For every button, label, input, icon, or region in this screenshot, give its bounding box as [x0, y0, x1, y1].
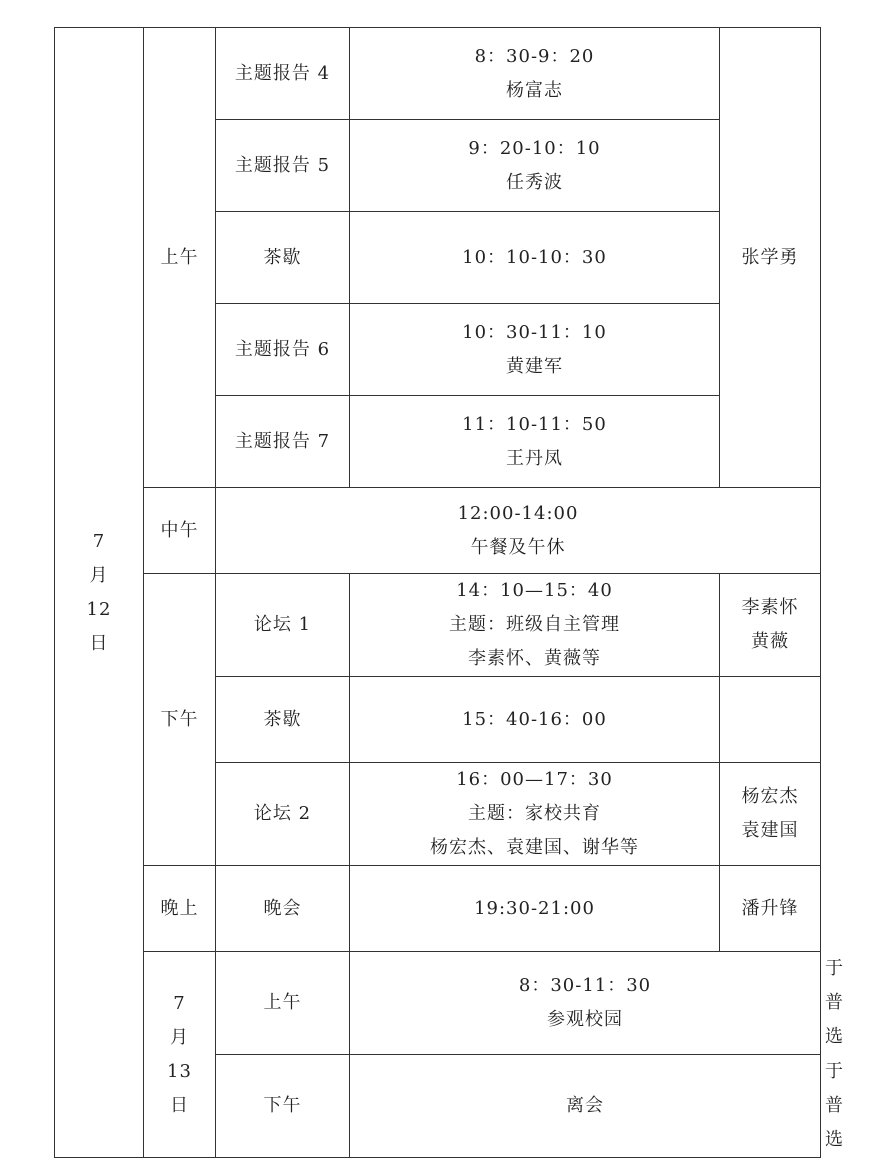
- date-line: 日: [170, 1094, 189, 1116]
- speaker-text: 任秀波: [506, 171, 563, 193]
- activity-text: 参观校园: [547, 1009, 623, 1030]
- time-text: 11：10-11：50: [462, 413, 607, 435]
- table-row: [55, 28, 821, 120]
- chair-cell: [720, 574, 821, 677]
- date-line: 7: [92, 530, 106, 552]
- chair-cell: 潘升锋: [720, 866, 821, 952]
- table-row: [55, 488, 821, 574]
- time-cell: [350, 763, 720, 866]
- period-cell-morning: 上午: [216, 952, 350, 1055]
- date-line: 13: [167, 1060, 192, 1082]
- chair-name: 黄薇: [751, 631, 789, 652]
- time-cell: [350, 396, 720, 488]
- speaker-text: 杨富志: [506, 79, 563, 101]
- time-text: 14：10—15：40: [456, 580, 613, 601]
- time-text: 9：20-10：10: [468, 137, 601, 159]
- schedule-table: [54, 27, 844, 1158]
- time-text: 8：30-9：20: [474, 45, 595, 67]
- chair-cell-morning: 张学勇: [720, 28, 821, 488]
- item-cell: 论坛 2: [216, 763, 350, 866]
- time-cell: [350, 677, 720, 763]
- time-cell: [350, 28, 720, 120]
- item-cell: 主题报告 6: [216, 304, 350, 396]
- item-cell: 茶歇: [216, 677, 350, 763]
- table-row: 下午 离会 于普选: [55, 1055, 821, 1158]
- activity-cell: 离会: [350, 1055, 821, 1158]
- period-cell-afternoon: 下午: [216, 1055, 350, 1158]
- speaker-text: 王丹凤: [506, 447, 563, 469]
- time-text: 16：00—17：30: [456, 769, 613, 790]
- date-line: 月: [89, 564, 109, 586]
- table-row: [55, 866, 821, 952]
- time-cell: [350, 304, 720, 396]
- date-line: 12: [86, 598, 112, 620]
- time-cell: [350, 574, 720, 677]
- item-cell: 主题报告 7: [216, 396, 350, 488]
- item-cell: 茶歇: [216, 212, 350, 304]
- chair-cell: [720, 763, 821, 866]
- time-text: 15：40-16：00: [462, 708, 607, 730]
- time-cell: 19:30-21:00: [350, 866, 720, 952]
- period-cell-evening: 晚上: [144, 866, 216, 952]
- period-cell-noon: 中午: [144, 488, 216, 574]
- speaker-text: 杨宏杰、袁建国、谢华等: [430, 837, 639, 858]
- period-cell-morning: 上午: [144, 28, 216, 488]
- topic-text: 主题：家校共育: [468, 803, 601, 824]
- item-cell: 论坛 1: [216, 574, 350, 677]
- time-text: 10：10-10：30: [462, 246, 607, 268]
- speaker-text: 李素怀、黄薇等: [468, 648, 601, 669]
- period-cell-afternoon: 下午: [144, 574, 216, 866]
- noon-cell: [216, 488, 821, 574]
- topic-text: 主题：班级自主管理: [449, 614, 620, 635]
- date-cell-jul-13: [144, 952, 216, 1158]
- date-line: 7: [173, 992, 186, 1014]
- chair-name: 杨宏杰: [741, 786, 799, 807]
- activity-text: 午餐及午休: [470, 536, 566, 558]
- time-text: 12:00-14:00: [457, 502, 579, 524]
- date-cell-jul-12: [55, 28, 144, 1158]
- item-cell: 主题报告 4: [216, 28, 350, 120]
- chair-name: 袁建国: [741, 820, 799, 841]
- chair-cell-empty: [720, 677, 821, 763]
- table-row: [55, 574, 821, 677]
- date-line: 月: [170, 1026, 189, 1048]
- time-text: 8：30-11：30: [518, 975, 652, 996]
- time-cell: [350, 120, 720, 212]
- time-cell: [350, 212, 720, 304]
- table-row: 7 月 13 日 上午 8：30-11：30 参观校园 于普选: [55, 952, 821, 1055]
- item-cell: 主题报告 5: [216, 120, 350, 212]
- activity-cell: [350, 952, 821, 1055]
- item-cell: 晚会: [216, 866, 350, 952]
- time-text: 10：30-11：10: [462, 321, 607, 343]
- speaker-text: 黄建军: [506, 355, 563, 377]
- chair-name: 李素怀: [741, 597, 799, 618]
- date-line: 日: [89, 632, 109, 654]
